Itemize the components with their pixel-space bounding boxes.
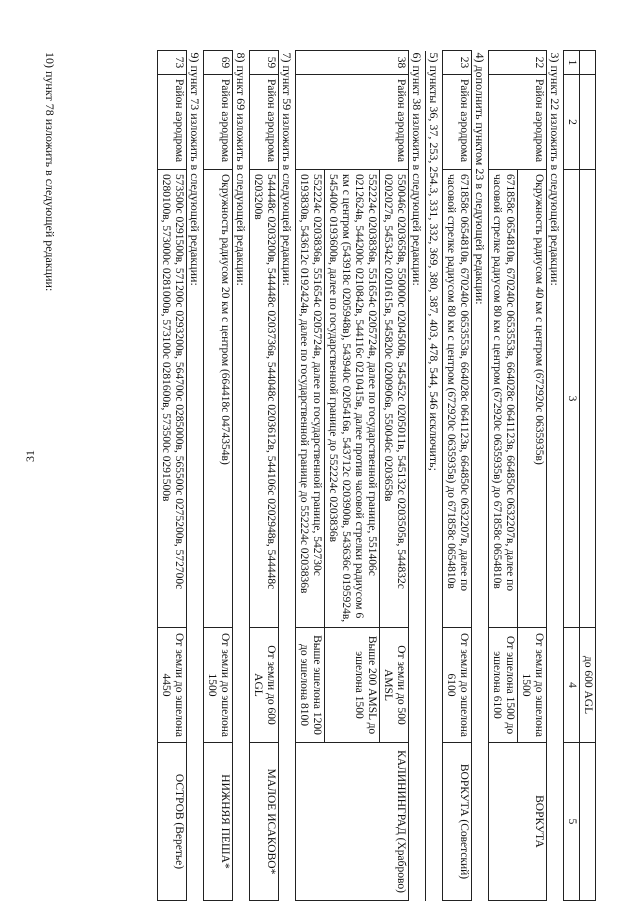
row-description: 544448с 0203200в, 544448с 0203736в, 544048с 0203612в, 544106с 0202948в, 544448с 0203200в [250,170,279,628]
row-airfield: МАЛОЕ ИСАКОВО* [250,743,279,901]
row-description: 552224с 0203836в, 551654с 0205724в, далее по государственной границе, 551406с 0212624в, 544200с 0210842в, 544116с 0210415в, далее против часовой стрелки радиусом 6 км с центром (543918с 0205948в), 543940с 0205416в, 543712с 0203900в, 543636с 0195924в, 545400с 0193600в, далее по государственной границе до 552224с 0203836в [325,170,380,628]
row-number: 22 [489,51,547,75]
header-col-3: 3 [564,170,580,628]
row-altitude: От земли до 500 AMSL [380,628,409,743]
header-row [564,51,580,901]
row-airfield: НИЖНЯЯ ПЕША* [204,743,233,901]
header-col-5: 5 [564,743,580,901]
section-8: 8) пункт 69 изложить в следующей редакции: [233,51,250,901]
row-altitude: От земли до эшелона 1500 [518,628,547,743]
row-description: 550046с 0203658в, 550000с 0204500в, 545452с 0205011в, 545132с 0203505в, 544832с 0202027в, 545342с 0201615в, 545820с 0200906в, 550046с 0203658в [380,170,409,628]
top-cell-3 [580,170,596,628]
section-9: 9) пункт 73 изложить в следующей редакции: [187,51,204,901]
section-3: 3) пункт 22 изложить в следующей редакции: [547,51,564,901]
top-cell-1 [580,51,596,75]
row-name: Район аэродрома [296,75,409,170]
section-10: 10) пункт 78 изложить в следующей редакции: [43,52,57,292]
section-4: 4) дополнить пунктом 23 в следующей редакции: [472,51,489,901]
header-col-4: 4 [564,628,580,743]
airspace-table [157,50,596,901]
table-row-69 [204,51,233,901]
row-name: Район аэродрома [250,75,279,170]
row-name: Район аэродрома [489,75,547,170]
row-airfield: ВОРКУТА (Советский) [443,743,472,901]
row-altitude: От земли до эшелона 6100 [443,628,472,743]
row-name: Район аэродрома [158,75,187,170]
row-altitude: От эшелона 1500 до эшелона 6100 [489,628,518,743]
row-altitude: От земли до эшелона 4450 [158,628,187,743]
page-number: 31 [23,450,37,462]
row-airfield: КАЛИНИНГРАД (Храброво) [296,743,409,901]
row-altitude: Выше эшелона 1200 до эшелона 8100 [296,628,325,743]
table-row-23 [443,51,472,901]
row-description: 671858с 0654810в, 670240с 0653553в, 664028с 0641123в, 664850с 0632207в, далее по часовой стрелке радиусом 80 км с центром (672920с 0635935в) до 671858с 0654810в [443,170,472,628]
section-7: 7) пункт 59 изложить в следующей редакции: [279,51,296,901]
section-5: 5) пункты 36, 37, 253, 254.3, 331, 332, 369, 380, 387, 403, 478, 544, 546 исключить; [426,51,443,901]
row-number: 23 [443,51,472,75]
row-description: Окружность радиусом 20 км с центром (664418с 0474354в) [204,170,233,628]
top-cell-2 [580,75,596,170]
table-row-59 [250,51,279,901]
row-description: 552224с 0203836в, 551654с 0205724в, далее по государственной границе, 542730с 0193830в, 543612с 0192424в, далее по государственной границе до 552224с 0203836в [296,170,325,628]
row-description: 573500с 0291500в, 571200с 0293200в, 564700с 0285000в, 565500с 0275200в, 572700с 0280100в, 573000с 0281000в, 573100с 0281600в, 573500с 0291500в [158,170,187,628]
row-description: 671858с 0654810в, 670240с 0653553в, 664028с 0641123в, 664850с 0632207в, далее по часовой стрелке радиусом 80 км с центром (672920с 0635935в) до 671858с 0654810в [489,170,518,628]
row-number: 59 [250,51,279,75]
row-altitude: От земли до эшелона 1500 [204,628,233,743]
row-number: 38 [296,51,409,75]
row-description: Окружность радиусом 40 км с центром (672920с 0635935в) [518,170,547,628]
row-name: Район аэродрома [204,75,233,170]
top-cell-5 [580,743,596,901]
section-6: 6) пункт 38 изложить в следующей редакции: [409,51,426,901]
row-altitude: Выше 200 AMSL до эшелона 1500 [325,628,380,743]
header-col-2: 2 [564,75,580,170]
row-airfield: ВОРКУТА [489,743,547,901]
table-row-73 [158,51,187,901]
top-cell-4: до 600 AGL [580,628,596,743]
row-airfield: ОСТРОВ (Веретье) [158,743,187,901]
row-number: 73 [158,51,187,75]
row-number: 69 [204,51,233,75]
table-top-row [580,51,596,901]
table-row-38 [380,51,409,901]
table-row-22 [518,51,547,901]
row-name: Район аэродрома [443,75,472,170]
header-col-1: 1 [564,51,580,75]
row-altitude: От земли до 600 AGL [250,628,279,743]
